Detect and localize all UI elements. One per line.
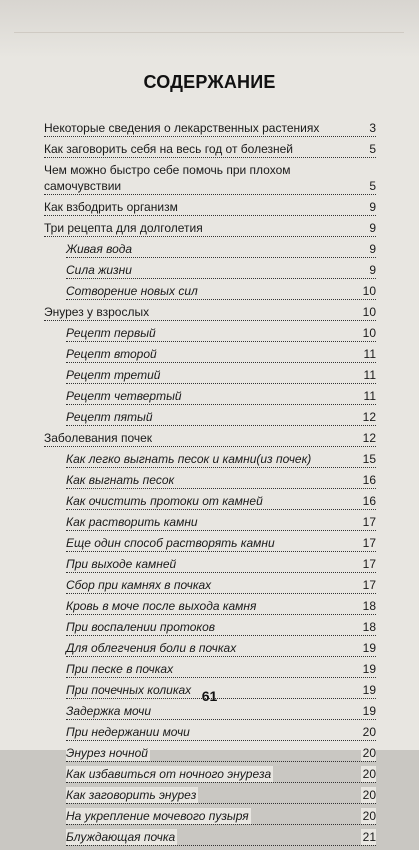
page-title: СОДЕРЖАНИЕ — [143, 72, 276, 92]
toc-entry-page: 3 — [369, 121, 376, 135]
toc-entry-title: Живая вода — [66, 242, 133, 256]
toc-entry-title: Как растворить камни — [66, 515, 198, 529]
toc-entry-title: Как очистить протоки от камней — [66, 494, 263, 508]
toc-entry-title: Для облегчения боли в почках — [66, 641, 237, 655]
toc-entry — [44, 199, 376, 216]
toc-entry — [66, 787, 376, 804]
toc-entry-title: Задержка мочи — [66, 704, 152, 718]
toc-entry-title: Энурез у взрослых — [44, 305, 150, 319]
toc-entry-page: 21 — [362, 830, 376, 844]
toc-entry — [66, 619, 376, 636]
toc-entry — [66, 325, 376, 342]
toc-entry-title: Как выгнать песок — [66, 473, 175, 487]
toc-entry-page: 5 — [369, 142, 376, 156]
toc-entry — [66, 451, 376, 468]
toc-entry — [66, 409, 376, 426]
toc-entry-title: Сбор при камнях в почках — [66, 578, 212, 592]
toc-entry — [66, 766, 376, 783]
toc-entry-title: На укрепление мочевого пузыря — [66, 809, 249, 823]
toc-entry-page: 5 — [369, 179, 376, 193]
toc-entry — [44, 162, 376, 195]
toc-entry-page: 9 — [369, 242, 376, 256]
toc-entry-title: Рецепт третий — [66, 368, 161, 382]
toc-entry-page: 12 — [362, 410, 376, 424]
toc-entry — [66, 493, 376, 510]
toc-entry-title: Кровь в моче после выхода камня — [66, 599, 257, 613]
toc-entry-title: Рецепт четвертый — [66, 389, 182, 403]
toc-entry-page: 17 — [362, 536, 376, 550]
toc-entry-page: 18 — [362, 599, 376, 613]
toc-entry — [66, 283, 376, 300]
toc-entry-title: При почечных коликах — [66, 683, 192, 697]
toc-entry — [66, 577, 376, 594]
toc-entry-page: 12 — [362, 431, 376, 445]
toc-entry-title: При воспалении протоков — [66, 620, 216, 634]
toc-entry — [66, 556, 376, 573]
toc-entry-page: 11 — [363, 389, 376, 403]
page-number: 61 — [201, 688, 218, 704]
toc-entry-page: 9 — [369, 263, 376, 277]
toc-entry-page: 15 — [362, 452, 376, 466]
toc-entry-title: Энурез ночной — [66, 746, 148, 760]
toc-entry-page: 16 — [362, 494, 376, 508]
toc-entry-title: Заболевания почек — [44, 431, 153, 445]
table-of-contents — [44, 120, 376, 850]
toc-entry-title: Три рецепта для долголетия — [44, 221, 203, 235]
toc-entry-page: 20 — [362, 767, 376, 781]
bleed-through-header — [0, 0, 419, 58]
toc-entry — [66, 598, 376, 615]
toc-entry — [66, 514, 376, 531]
toc-entry-title: Некоторые сведения о лекарственных растениях — [44, 121, 320, 135]
toc-entry — [66, 661, 376, 678]
toc-entry-page: 9 — [369, 221, 376, 235]
toc-entry-page: 17 — [362, 557, 376, 571]
toc-entry — [66, 703, 376, 720]
toc-entry-title: Сотворение новых сил — [66, 284, 198, 298]
toc-entry-page: 11 — [363, 368, 376, 382]
toc-entry — [66, 388, 376, 405]
toc-entry-page: 17 — [362, 578, 376, 592]
toc-entry — [66, 724, 376, 741]
toc-entry — [66, 367, 376, 384]
toc-entry-page: 10 — [362, 284, 376, 298]
toc-entry-page: 10 — [362, 305, 376, 319]
toc-entry-page: 20 — [362, 809, 376, 823]
toc-entry-title: Рецепт первый — [66, 326, 156, 340]
toc-entry-page: 20 — [362, 746, 376, 760]
toc-entry-page: 19 — [362, 662, 376, 676]
toc-entry-title: Рецепт пятый — [66, 410, 153, 424]
toc-entry — [66, 241, 376, 258]
toc-entry — [44, 220, 376, 237]
toc-entry-title: Сила жизни — [66, 263, 132, 277]
toc-entry — [66, 472, 376, 489]
toc-entry-page: 11 — [363, 347, 376, 361]
toc-entry-page: 20 — [362, 788, 376, 802]
toc-entry-title: При песке в почках — [66, 662, 174, 676]
toc-entry — [66, 346, 376, 363]
toc-entry-page: 20 — [362, 725, 376, 739]
toc-entry-page: 18 — [362, 620, 376, 634]
toc-entry — [66, 808, 376, 825]
toc-entry-title: Блуждающая почка — [66, 830, 176, 844]
toc-entry — [66, 262, 376, 279]
toc-entry-title: Как легко выгнать песок и камни(из почек) — [66, 452, 312, 466]
toc-entry-page: 19 — [362, 683, 376, 697]
toc-entry-page: 16 — [362, 473, 376, 487]
bleed-through-rule — [14, 32, 404, 33]
toc-entry-title: Как избавиться от ночного энуреза — [66, 767, 272, 781]
toc-entry-page: 19 — [362, 704, 376, 718]
toc-entry — [44, 304, 376, 321]
toc-entry-title: Еще один способ растворять камни — [66, 536, 275, 550]
toc-entry — [44, 430, 376, 447]
toc-entry-title: Как заговорить себя на весь год от болезней — [44, 142, 293, 156]
toc-entry — [66, 745, 376, 762]
toc-entry-page: 10 — [362, 326, 376, 340]
toc-entry-title: При недержании мочи — [66, 725, 190, 739]
toc-entry-page: 9 — [369, 200, 376, 214]
toc-entry-title: Как заговорить энурез — [66, 788, 197, 802]
toc-entry-page: 17 — [362, 515, 376, 529]
toc-entry-title: Как взбодрить организм — [44, 200, 178, 214]
toc-entry — [66, 829, 376, 846]
toc-entry — [66, 535, 376, 552]
toc-entry — [44, 141, 376, 158]
toc-entry — [44, 120, 376, 137]
toc-entry-title: Рецепт второй — [66, 347, 157, 361]
toc-entry-title: Чем можно быстро себе помочь при плохом самочувствии — [44, 162, 346, 194]
toc-entry-page: 19 — [362, 641, 376, 655]
toc-entry-title: При выходе камней — [66, 557, 177, 571]
toc-entry — [66, 640, 376, 657]
